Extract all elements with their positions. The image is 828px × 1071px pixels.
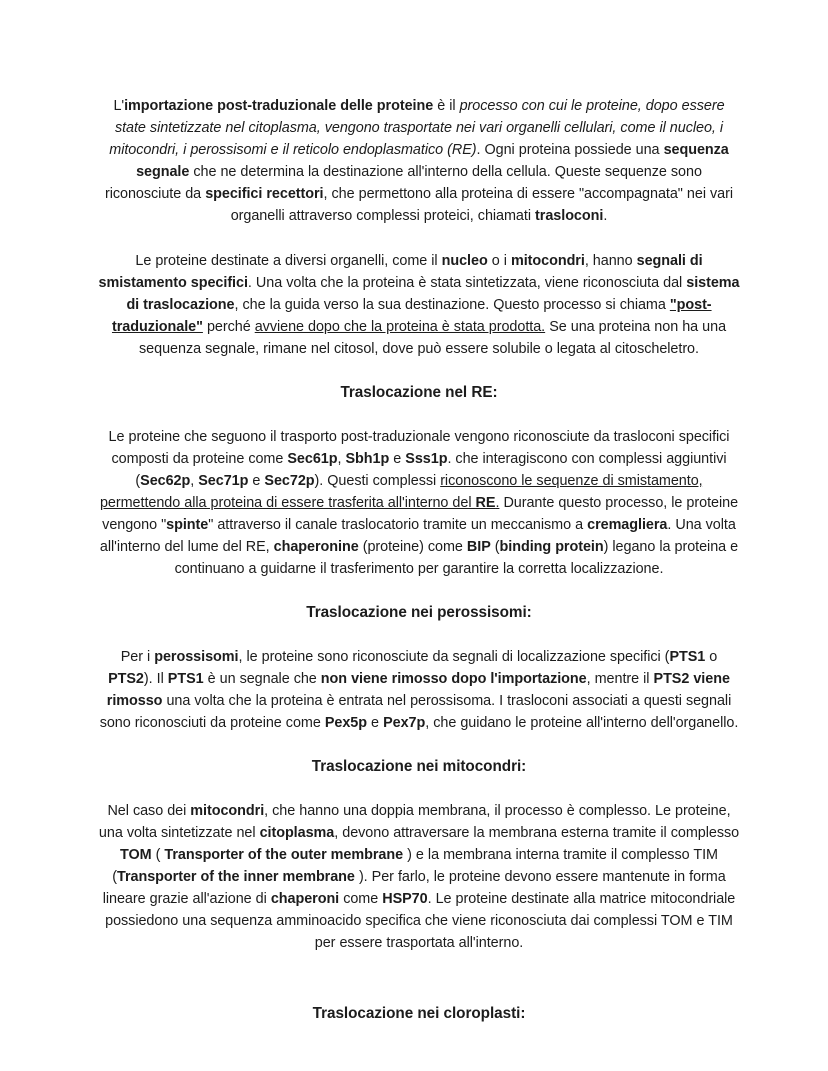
heading-traslocazione-cloroplasti: Traslocazione nei cloroplasti: [312,1005,526,1022]
mito-text-4: ( [151,847,165,863]
intro-text-after2: che ne determina la destinazione all'interno della cellula. Queste sequenze sono riconosciute da [104,164,702,202]
intro-text-prefix: L' [113,98,125,114]
paragraph-sorting-signals [98,250,740,360]
re-text-5: , [190,473,199,489]
document-body [98,95,740,1025]
sorting-bold-nucleo: nucleo [441,253,488,269]
pero-text-2: , le proteine sono riconosciute da segnali di localizzazione specifici ( [238,649,670,665]
intro-text-after3: , che permettono alla proteina di essere "accompagnata" nei vari organelli attraverso complessi proteici, chiamati [230,186,734,224]
pero-bold-non-viene-rimosso: non viene rimosso dopo l'importazione [320,671,587,687]
intro-bold-specifici-recettori: specifici recettori [205,186,324,202]
heading-traslocazione-perossisomi: Traslocazione nei perossisomi: [306,604,532,621]
sorting-text-2: o i [487,253,511,269]
pero-text-9: , che guidano le proteine all'interno dell'organello. [425,715,739,731]
sorting-text-5: , che la guida verso la sua destinazione. Questo processo si chiama [234,297,670,313]
pero-bold-pts1-second: PTS1 [167,671,204,687]
pero-text-5: è un segnale che [203,671,321,687]
pero-bold-pts2: PTS2 [108,671,144,687]
re-bold-sss1p: Sss1p [405,451,448,467]
re-bold-sec72p: Sec72p [264,473,315,489]
mito-bold-chaperoni: chaperoni [270,891,340,907]
sorting-text-4: . Una volta che la proteina è stata sintetizzata, viene riconosciuta dal [247,275,687,291]
mito-text-3: , devono attraversare la membrana esterna tramite il complesso [334,825,740,841]
sorting-bold-sistema-traslocazione: sistema di traslocazione [126,275,740,313]
re-text-8: Durante questo processo, le proteine vengono " [102,495,739,533]
mito-bold-transporter-outer-membrane: Transporter of the outer membrane [164,847,404,863]
mito-text-1: Nel caso dei [107,803,191,819]
re-text-12: ( [490,539,500,555]
pero-text-4: ). Il [143,671,168,687]
intro-bold-trasloconi: trasloconi [535,208,604,224]
intro-italic-definition: processo con cui le proteine, dopo essere state sintetizzate nel citoplasma, vengono trasportate nei vari organelli cellulari, come il nucleo, i mitocondri, i perossisomi e il reticolo endoplasmatico (RE) [109,98,725,158]
re-underline-riconoscono-sequenze: riconoscono le sequenze di smistamento, permettendo alla proteina di essere trasferita all'interno del [99,473,703,511]
re-text-4: . che interagiscono con complessi aggiuntivi ( [135,451,727,489]
mito-bold-hsp70: HSP70 [382,891,428,907]
re-bold-sec62p: Sec62p [140,473,191,489]
pero-bold-pts1: PTS1 [669,649,706,665]
re-text-13: ) legano la proteina e continuano a guidarne il trasferimento per garantire la corretta localizzazione. [174,539,739,577]
re-text-3: e [389,451,406,467]
pero-text-7: una volta che la proteina è entrata nel perossisoma. I trasloconi associati a questi segnali sono riconosciuti da proteine come [99,693,732,731]
mito-bold-tom: TOM [120,847,152,863]
intro-text-mid: è il [433,98,460,114]
intro-bold-title: importazione post-traduzionale delle proteine [124,98,434,114]
mito-text-8: . Le proteine destinate alla matrice mitocondriale possiedono una sequenza amminoacido specifica che viene riconosciuta dai complessi TOM e TIM per essere trasportata all'interno. [105,891,736,951]
mito-text-6: ). Per farlo, le proteine devono essere mantenute in forma lineare grazie all'azione di [102,869,726,907]
re-text-7: ). Questi complessi [314,473,441,489]
re-text-11: (proteine) come [358,539,467,555]
sorting-underline-avviene-dopo: avviene dopo che la proteina è stata prodotta. [254,319,546,335]
re-bold-sec71p: Sec71p [198,473,249,489]
re-bold-sec61p: Sec61p [287,451,338,467]
paragraph-intro [98,95,740,227]
pero-text-8: e [367,715,384,731]
heading-traslocazione-mitocondri: Traslocazione nei mitocondri: [311,758,527,775]
sorting-text-1: Le proteine destinate a diversi organelli, come il [135,253,442,269]
mito-bold-transporter-inner-membrane: Transporter of the inner membrane [117,869,355,885]
pero-text-1: Per i [120,649,155,665]
sorting-bold-mitocondri: mitocondri [510,253,585,269]
paragraph-mitocondri [98,800,740,954]
pero-bold-pts2-viene-rimosso: PTS2 viene rimosso [106,671,730,709]
mito-text-7: come [339,891,383,907]
re-bold-bip: BIP [466,539,491,555]
intro-text-after: . Ogni proteina possiede una [476,142,664,158]
mito-bold-citoplasma: citoplasma [259,825,335,841]
mito-text-2: , che hanno una doppia membrana, il processo è complesso. Le proteine, una volta sintetizzate nel [98,803,731,841]
re-bold-cremagliera: cremagliera [587,517,668,533]
sorting-bold-underline-post-traduzionale: "post-traduzionale" [111,297,712,335]
re-bold-binding-protein: binding protein [499,539,604,555]
intro-bold-sequenza-segnale: sequenza segnale [136,142,729,180]
sorting-text-6: perché [202,319,255,335]
re-underline-period: . [495,495,500,511]
re-text-6: e [248,473,265,489]
re-bold-chaperonine: chaperonine [273,539,359,555]
re-bold-spinte: spinte [166,517,209,533]
re-text-10: . Una volta all'interno del lume del RE, [99,517,736,555]
pero-bold-pex5p: Pex5p [324,715,367,731]
re-text-2: , [337,451,346,467]
mito-text-5: ) e la membrana interna tramite il complesso TIM ( [112,847,718,885]
sorting-bold-segnali-smistamento: segnali di smistamento specifici [98,253,703,291]
re-text-1: Le proteine che seguono il trasporto post-traduzionale vengono riconosciute da trasloconi specifici composti da proteine come [108,429,730,467]
re-bold-underline-re: RE [475,495,496,511]
re-bold-sbh1p: Sbh1p [345,451,390,467]
pero-bold-pex7p: Pex7p [383,715,426,731]
pero-text-6: , mentre il [586,671,654,687]
heading-traslocazione-re: Traslocazione nel RE: [340,384,498,401]
intro-text-end: . [603,208,608,224]
pero-text-3: o [705,649,718,665]
sorting-text-7: Se una proteina non ha una sequenza segnale, rimane nel citosol, dove può essere solubile o legata al citoscheletro. [139,319,727,357]
re-text-9: " attraverso il canale traslocatorio tramite un meccanismo a [208,517,588,533]
sorting-text-3: , hanno [584,253,637,269]
pero-bold-perossisomi: perossisomi [154,649,239,665]
mito-bold-mitocondri: mitocondri [190,803,265,819]
paragraph-re [98,426,740,580]
paragraph-perossisomi [98,646,740,734]
